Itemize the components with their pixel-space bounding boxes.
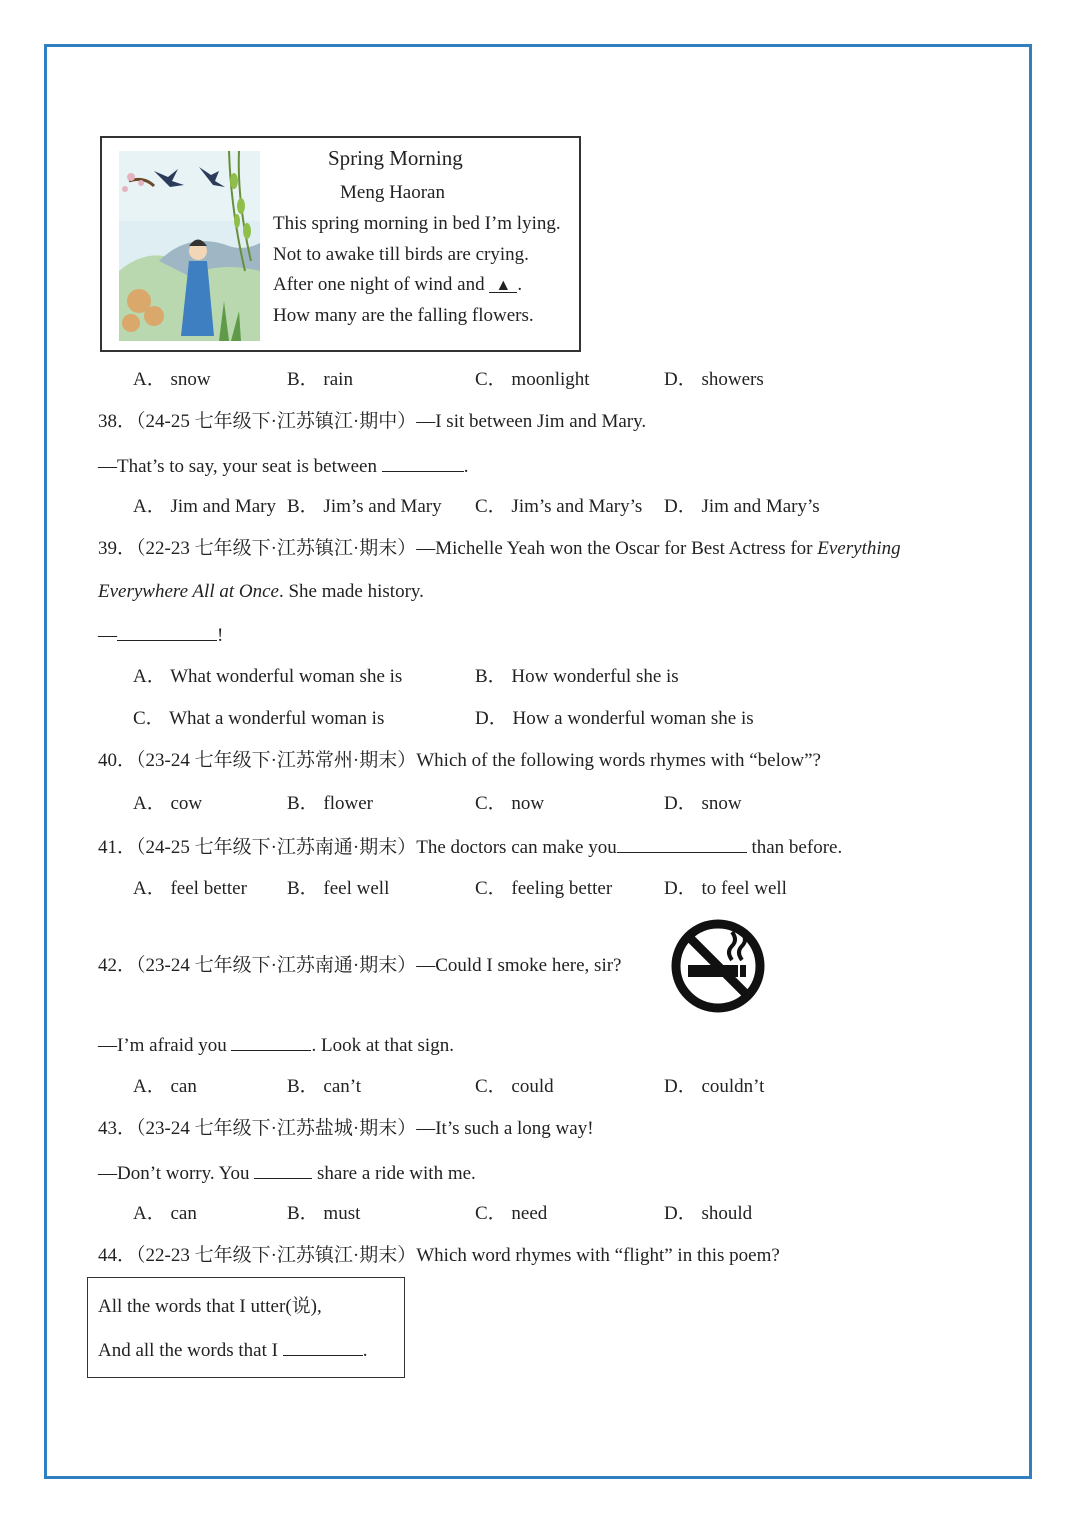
q41-stem [98,834,842,860]
q42-option-b[interactable]: B． can’t [287,1076,362,1097]
q39-line-3-dash: — [98,625,117,646]
q44-box-line-2-text: And all the words that I [98,1340,278,1361]
q39-stem-text: 39．（22-23 七年级下·江苏镇江·期末）—Michelle Yeah won the Oscar for Best Actress for [98,538,818,559]
q44-box-line-1: All the words that I utter(说), [98,1296,322,1317]
q42-option-d[interactable]: D． couldn’t [664,1076,765,1097]
q39-line-2-italic: Everywhere All at Once [98,581,279,602]
q39-stem-italic: Everything [817,538,901,559]
q42-line-2-end: . Look at that sign. [311,1035,454,1056]
q39-line-3 [98,622,223,648]
q37-option-a[interactable]: A． snow [133,369,211,390]
q41-stem-text: 41．（24-25 七年级下·江苏南通·期末）The doctors can make you [98,837,617,858]
poet-swallows-illustration-icon [119,151,260,341]
q40-option-b[interactable]: B． flower [287,793,374,814]
q42-line-2 [98,1032,454,1058]
poem-author: Meng Haoran [340,182,445,203]
q39-line-3-end: ! [217,625,224,646]
q39-option-c[interactable]: C． What a wonderful woman is [133,708,385,729]
q43-blank [254,1160,312,1179]
q43-line-2-end: share a ride with me. [312,1163,476,1184]
q42-blank [231,1032,311,1051]
poem-line-3-text: After one night of wind and [273,274,485,295]
q41-blank [617,834,747,853]
q43-option-a[interactable]: A． can [133,1203,197,1224]
q38-option-a[interactable]: A． Jim and Mary [133,496,277,517]
q42-option-c[interactable]: C． could [475,1076,554,1097]
q44-blank [283,1337,363,1356]
q39-option-a[interactable]: A． What wonderful woman she is [133,666,403,687]
q41-option-d[interactable]: D． to feel well [664,878,787,899]
poem-title: Spring Morning [328,146,463,170]
q42-stem: 42．（23-24 七年级下·江苏南通·期末）—Could I smoke here, sir? [98,955,622,976]
q38-blank [382,453,464,472]
q40-option-d[interactable]: D． snow [664,793,742,814]
q43-line-2 [98,1160,476,1186]
q43-stem: 43．（23-24 七年级下·江苏盐城·期末）—It’s such a long way! [98,1118,594,1139]
q41-option-b[interactable]: B． feel well [287,878,390,899]
q41-option-a[interactable]: A． feel better [133,878,247,899]
q39-option-b[interactable]: B． How wonderful she is [475,666,679,687]
q38-option-c[interactable]: C． Jim’s and Mary’s [475,496,643,517]
poem-line-4: How many are the falling flowers. [273,305,534,326]
q42-line-2-text: —I’m afraid you [98,1035,227,1056]
q41-stem-end: than before. [746,837,843,858]
q37-option-d[interactable]: D． showers [664,369,764,390]
q38-line-2-end: . [463,456,469,477]
q39-blank [117,622,217,641]
q38-option-d[interactable]: D． Jim and Mary’s [664,496,820,517]
poem-line-1: This spring morning in bed I’m lying. [273,213,561,234]
q41-option-c[interactable]: C． feeling better [475,878,613,899]
q40-stem: 40．（23-24 七年级下·江苏常州·期末）Which of the following words rhymes with “below”? [98,750,821,771]
q40-option-c[interactable]: C． now [475,793,545,814]
q38-line-2-text: —That’s to say, your seat is between [98,456,377,477]
q37-option-c[interactable]: C． moonlight [475,369,590,390]
poem-line-3: After one night of wind and ▲ . [273,274,523,295]
q42-option-a[interactable]: A． can [133,1076,197,1097]
no-smoking-icon [670,918,766,1014]
q44-stem: 44．（22-23 七年级下·江苏镇江·期末）Which word rhymes with “flight” in this poem? [98,1245,780,1266]
q44-box-line-2 [98,1337,367,1363]
poem-blank-marker: ▲ [489,274,517,293]
q38-option-b[interactable]: B． Jim’s and Mary [287,496,442,517]
q43-option-d[interactable]: D． should [664,1203,753,1224]
q43-option-c[interactable]: C． need [475,1203,548,1224]
q43-line-2-text: —Don’t worry. You [98,1163,250,1184]
q39-option-d[interactable]: D． How a wonderful woman she is [475,708,754,729]
poem-line-2: Not to awake till birds are crying. [273,244,529,265]
q37-option-b[interactable]: B． rain [287,369,353,390]
q39-stem [98,537,901,561]
q44-box-line-2-end: . [362,1340,368,1361]
q39-line-2 [98,580,424,604]
q39-line-2-text: . She made history. [278,581,424,602]
q43-option-b[interactable]: B． must [287,1203,361,1224]
q38-line-2 [98,453,468,479]
q40-option-a[interactable]: A． cow [133,793,203,814]
q38-stem: 38．（24-25 七年级下·江苏镇江·期中）—I sit between Jim and Mary. [98,411,647,432]
